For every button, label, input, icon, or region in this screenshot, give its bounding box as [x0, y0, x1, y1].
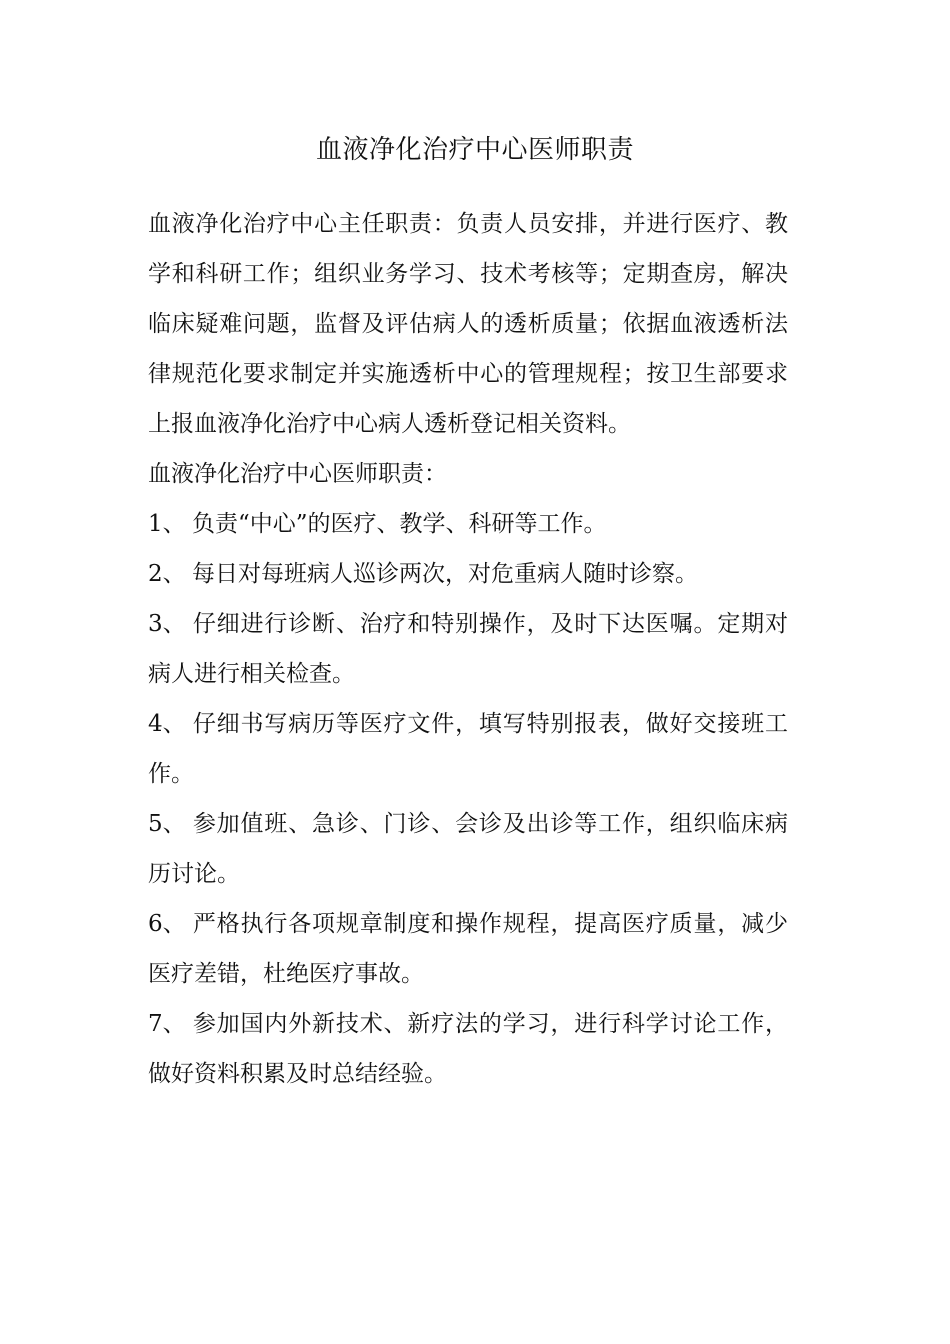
duty-item-1	[148, 499, 788, 549]
duty-item-number: 1、	[148, 511, 186, 537]
duty-item-text: 参加值班、急诊、门诊、会诊及出诊等工作，组织临床病历讨论。	[148, 811, 788, 887]
duty-item-2	[148, 549, 788, 599]
duty-item-text: 仔细书写病历等医疗文件，填写特别报表，做好交接班工作。	[148, 711, 788, 787]
duty-item-number: 7、	[148, 1011, 186, 1037]
duty-item-6	[148, 899, 788, 999]
duty-item-number: 3、	[148, 611, 186, 637]
duty-item-number: 4、	[148, 711, 186, 737]
duty-item-number: 2、	[148, 561, 186, 587]
document-body	[148, 199, 788, 1099]
duty-item-3	[148, 599, 788, 699]
physician-duties-heading: 血液净化治疗中心医师职责：	[148, 461, 447, 487]
duty-item-number: 5、	[148, 811, 186, 837]
duty-item-5	[148, 799, 788, 899]
duty-item-text: 仔细进行诊断、治疗和特别操作，及时下达医嘱。定期对病人进行相关检查。	[148, 611, 788, 687]
duty-item-text: 严格执行各项规章制度和操作规程，提高医疗质量，减少医疗差错，杜绝医疗事故。	[148, 911, 788, 987]
duty-item-number: 6、	[148, 911, 186, 937]
duty-item-7	[148, 999, 788, 1099]
director-duties-paragraph: 血液净化治疗中心主任职责：负责人员安排，并进行医疗、教学和科研工作；组织业务学习、技术考核等；定期查房，解决临床疑难问题，监督及评估病人的透析质量；依据血液透析法律规范化要求制定并实施透析中心的管理规程；按卫生部要求上报血液净化治疗中心病人透析登记相关资料。	[148, 211, 788, 437]
duty-item-text: 参加国内外新技术、新疗法的学习，进行科学讨论工作，做好资料积累及时总结经验。	[148, 1011, 788, 1087]
duty-item-4	[148, 699, 788, 799]
duty-item-text: 负责“中心”的医疗、教学、科研等工作。	[192, 511, 607, 537]
duty-item-text: 每日对每班病人巡诊两次，对危重病人随时诊察。	[192, 561, 698, 587]
document-title: 血液净化治疗中心医师职责	[315, 135, 634, 165]
